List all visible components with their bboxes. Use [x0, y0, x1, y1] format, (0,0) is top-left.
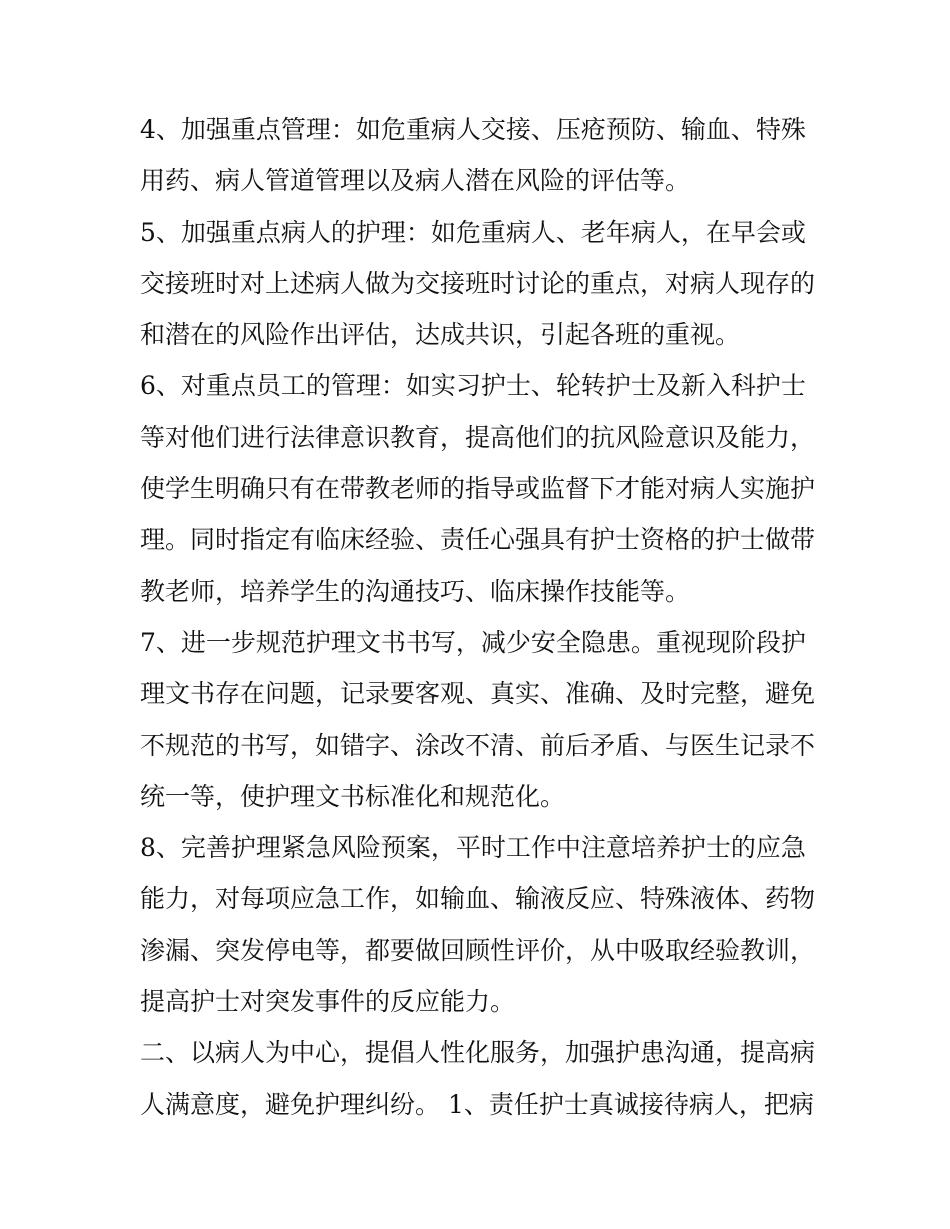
text-line: 能力，对每项应急工作，如输血、输液反应、特殊液体、药物 [140, 884, 816, 914]
text-line: 4、加强重点管理：如危重病人交接、压疮预防、输血、特殊 [140, 115, 806, 144]
text-line: 交接班时对上述病人做为交接班时讨论的重点，对病人现存的 [140, 268, 816, 298]
text-line: 使学生明确只有在带教老师的指导或监督下才能对病人实施护 [140, 474, 816, 504]
text-line: 统一等，使护理文书标准化和规范化。 [140, 781, 566, 811]
document-body [140, 104, 820, 1130]
text-line: 用药、病人管道管理以及病人潜在风险的评估等。 [140, 166, 691, 196]
text-line: 等对他们进行法律意识教育，提高他们的抗风险意识及能力， [140, 422, 816, 452]
text-line: 7、进一步规范护理文书书写，减少安全隐患。重视现阶段护 [140, 627, 806, 657]
text-line: 渗漏、突发停电等，都要做回顾性评价，从中吸取经验教训， [140, 935, 816, 965]
text-line: 8、完善护理紧急风险预案，平时工作中注意培养护士的应急 [140, 833, 806, 863]
text-line: 人满意度，避免护理纠纷。 1、责任护士真诚接待病人，把病 [140, 1089, 814, 1119]
text-line: 教老师，培养学生的沟通技巧、临床操作技能等。 [140, 576, 691, 606]
text-line: 和潜在的风险作出评估，达成共识，引起各班的重视。 [140, 320, 741, 350]
text-line: 6、对重点员工的管理：如实习护士、轮转护士及新入科护士 [140, 371, 806, 401]
text-line: 理。同时指定有临床经验、责任心强具有护士资格的护士做带 [140, 525, 816, 555]
text-line: 提高护士对突发事件的反应能力。 [140, 987, 516, 1017]
text-line: 二、以病人为中心，提倡人性化服务，加强护患沟通，提高病 [140, 1038, 816, 1068]
text-line: 5、加强重点病人的护理：如危重病人、老年病人，在早会或 [140, 217, 806, 247]
text-line: 不规范的书写，如错字、涂改不清、前后矛盾、与医生记录不 [140, 730, 816, 760]
text-line: 理文书存在问题，记录要客观、真实、准确、及时完整，避免 [140, 679, 816, 709]
